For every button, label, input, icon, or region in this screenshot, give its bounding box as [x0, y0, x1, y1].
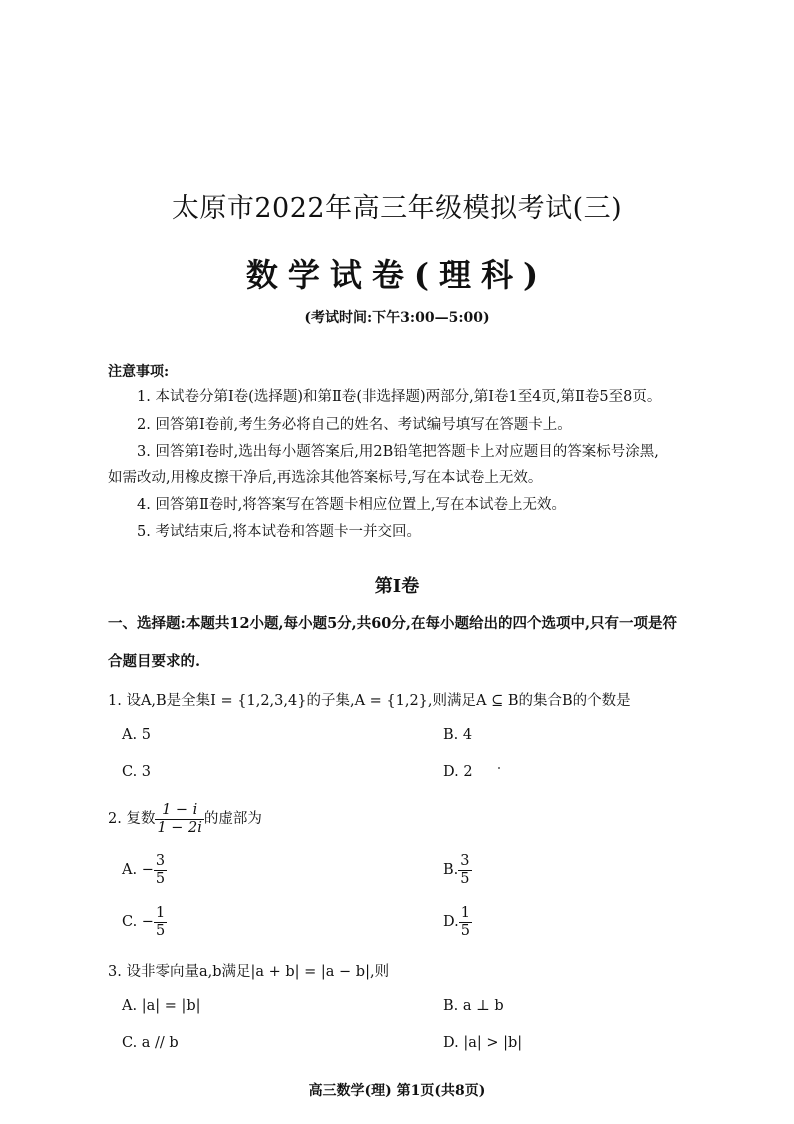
- q2-option-c-num: 1: [155, 905, 166, 921]
- q2-option-b-label: B.: [443, 862, 459, 879]
- q2-option-b: [443, 853, 472, 887]
- q2-fraction-numerator: 1 − i: [155, 802, 203, 820]
- q2-fraction-denominator: 1 − 2i: [157, 819, 202, 836]
- q1-option-b: B. 4: [443, 727, 473, 743]
- q2-option-a-num: 3: [155, 853, 166, 869]
- exam-time: (考试时间:下午3:00—5:00): [304, 310, 490, 326]
- notice-item-3: 3. 回答第Ⅰ卷时,选出每小题答案后,用2B铅笔把答题卡上对应题目的答案标号涂黑,: [137, 444, 659, 460]
- page-footer: 高三数学(理) 第1页(共8页): [308, 1083, 486, 1099]
- notice-item-5: 5. 考试结束后,将本试卷和答题卡一并交回。: [137, 524, 422, 540]
- notice-heading: 注意事项:: [108, 364, 170, 380]
- section-title: 第Ⅰ卷: [374, 576, 420, 597]
- scan-speck: [498, 767, 500, 769]
- q2-option-a: [122, 853, 167, 887]
- q1-option-c: C. 3: [122, 764, 152, 780]
- notice-item-3-cont: 如需改动,用橡皮擦干净后,再选涂其他答案标号,写在本试卷上无效。: [108, 470, 543, 486]
- question-1-stem: 1. 设A,B是全集I = {1,2,3,4}的子集,A = {1,2},则满足A ⊆ B的集合B的个数是: [108, 693, 631, 709]
- q1-option-d: D. 2: [443, 764, 473, 780]
- part-instruction-line2: 合题目要求的.: [108, 653, 201, 670]
- q2-option-d: [443, 905, 472, 939]
- q3-option-d: D. |a| > |b|: [443, 1035, 523, 1051]
- q3-option-a: A. |a| = |b|: [122, 998, 201, 1014]
- notice-item-4: 4. 回答第Ⅱ卷时,将答案写在答题卡相应位置上,写在本试卷上无效。: [137, 497, 567, 513]
- q2-option-b-den: 5: [460, 870, 470, 887]
- q2-fraction: [155, 802, 203, 836]
- q1-option-a: A. 5: [122, 727, 151, 743]
- q2-option-c-den: 5: [155, 922, 166, 939]
- q2-option-c-label: C. −: [122, 914, 154, 931]
- q2-option-b-num: 3: [460, 853, 470, 869]
- part-instruction-line1: 一、选择题:本题共12小题,每小题5分,共60分,在每小题给出的四个选项中,只有一项是符: [108, 615, 677, 632]
- q2-option-c: [122, 905, 167, 939]
- q2-option-a-den: 5: [155, 870, 166, 887]
- question-3-stem: 3. 设非零向量a,b满足|a + b| = |a − b|,则: [108, 964, 390, 980]
- question-2-stem: [108, 802, 262, 836]
- q2-option-d-den: 5: [460, 922, 470, 939]
- q2-prefix: 2. 复数: [108, 811, 156, 828]
- q3-option-c: C. a // b: [122, 1035, 179, 1051]
- notice-item-1: 1. 本试卷分第Ⅰ卷(选择题)和第Ⅱ卷(非选择题)两部分,第Ⅰ卷1至4页,第Ⅱ卷5至8页。: [137, 389, 662, 405]
- exam-subtitle: 数学试卷(理科): [245, 256, 549, 294]
- q2-option-d-label: D.: [443, 914, 459, 931]
- q2-option-a-label: A. −: [122, 862, 154, 879]
- q3-option-b: B. a ⊥ b: [443, 998, 504, 1014]
- q2-option-d-num: 1: [460, 905, 470, 921]
- notice-item-2: 2. 回答第Ⅰ卷前,考生务必将自己的姓名、考试编号填写在答题卡上。: [137, 417, 572, 433]
- exam-title: 太原市2022年高三年级模拟考试(三): [171, 193, 623, 224]
- q2-suffix: 的虚部为: [203, 811, 262, 828]
